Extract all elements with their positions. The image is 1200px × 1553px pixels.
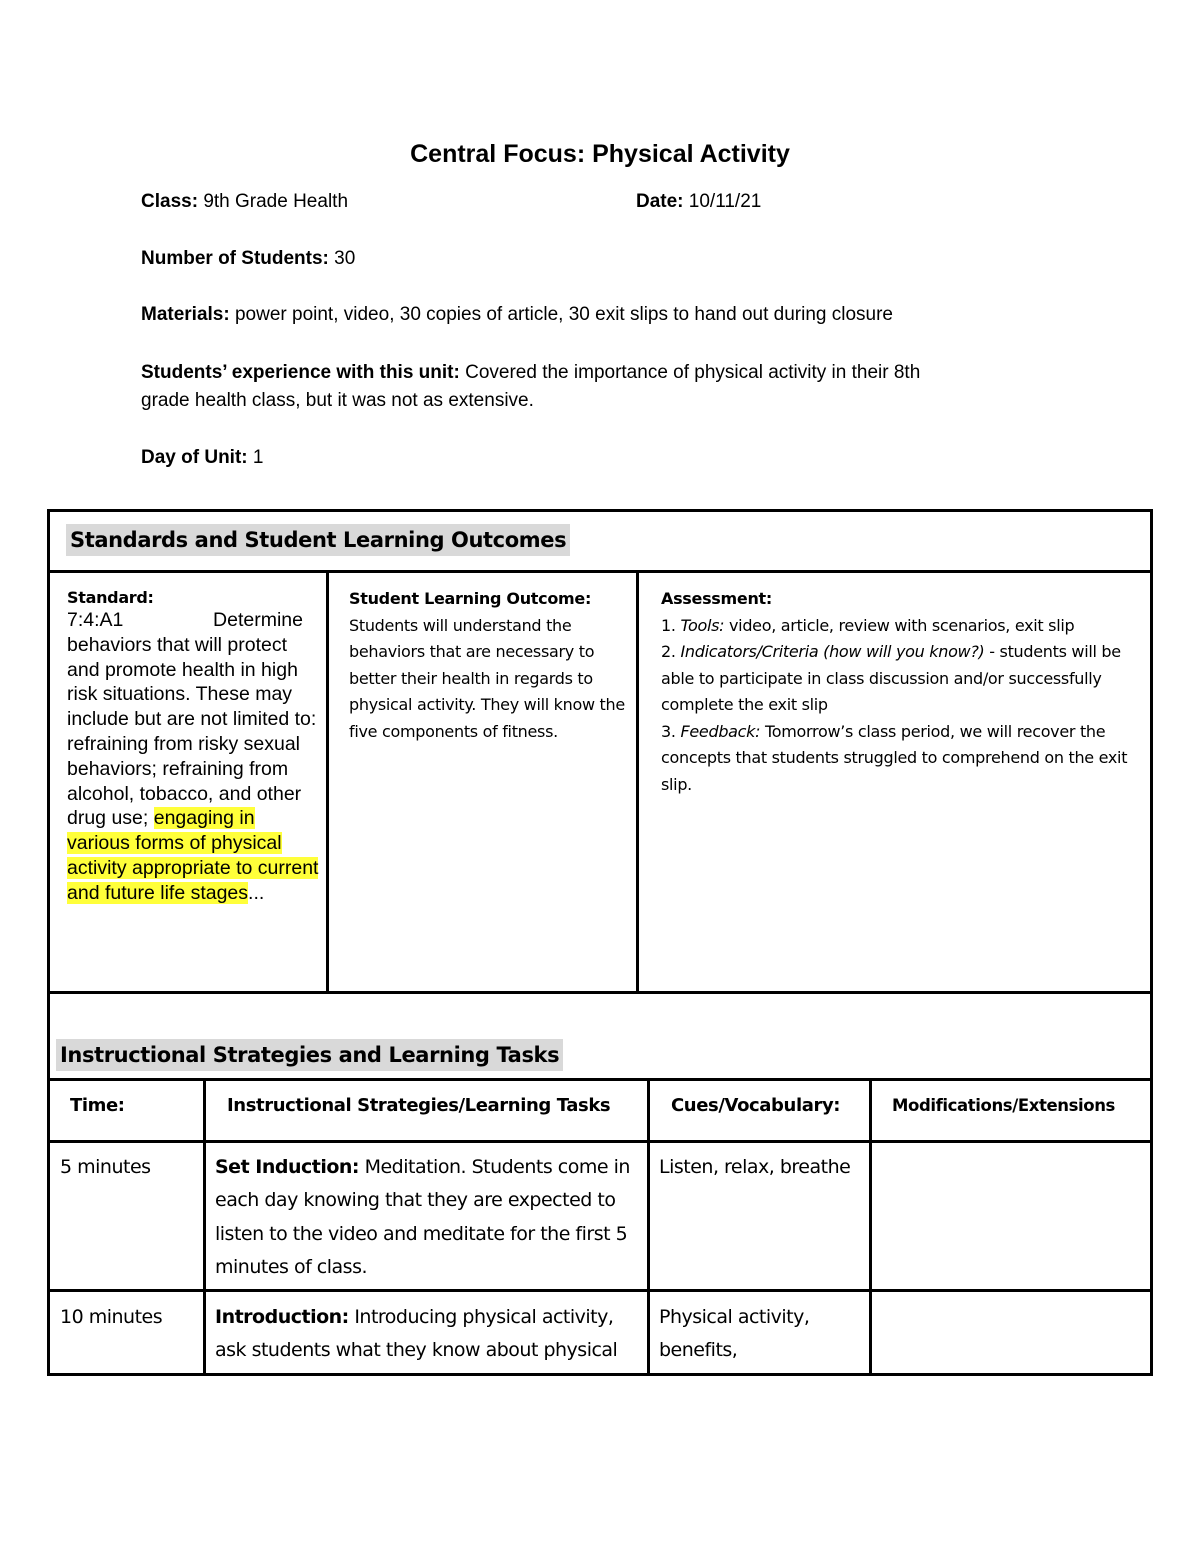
- row-time: 5 minutes: [60, 1156, 151, 1178]
- students-value: 30: [334, 248, 356, 269]
- day-line: [141, 444, 263, 472]
- row-cues: Listen, relax, breathe: [659, 1156, 851, 1178]
- standard-text-plain: behaviors that will protect and promote health in high risk situations. These may include but are not limited to: refraining from risky sexual behaviors; refraining from alcohol, tobacco, and other drug use;: [67, 633, 317, 830]
- divider: [47, 1140, 1153, 1143]
- standards-section-heading: Standards and Student Learning Outcomes: [66, 524, 570, 556]
- row-cues: Physical activity, benefits,: [659, 1306, 810, 1362]
- experience-value-line1: Covered the importance of physical activity in their 8th: [465, 362, 921, 383]
- divider: [869, 1078, 872, 1376]
- page-title: Central Focus: Physical Activity: [410, 140, 790, 168]
- students-line: [141, 245, 355, 273]
- outcome-cell: [349, 586, 629, 745]
- row-task: [215, 1151, 645, 1284]
- experience-line: [141, 359, 1041, 415]
- column-header-strategies: Instructional Strategies/Learning Tasks: [227, 1095, 611, 1116]
- materials-label: Materials:: [141, 304, 230, 325]
- column-header-time: Time:: [70, 1095, 125, 1116]
- divider: [636, 570, 639, 993]
- day-label: Day of Unit:: [141, 447, 248, 468]
- assessment-cell: [661, 586, 1131, 798]
- class-label: Class:: [141, 191, 199, 212]
- materials-line: [141, 301, 893, 329]
- divider: [203, 1078, 206, 1376]
- day-value: 1: [252, 447, 264, 468]
- standard-label: Standard:: [67, 588, 154, 607]
- divider: [47, 570, 1153, 573]
- assessment-feedback-label: Feedback:: [680, 721, 761, 741]
- assessment-item-tools-number: 1.: [661, 615, 676, 635]
- standard-text-end: ...: [248, 881, 265, 904]
- class-line: [141, 188, 348, 216]
- students-label: Number of Students:: [141, 248, 329, 269]
- divider: [47, 1289, 1153, 1292]
- standard-text: [67, 608, 319, 906]
- date-label: Date:: [636, 191, 684, 212]
- standard-text-line1: Determine: [213, 609, 303, 631]
- standard-code: 7:4:A1: [67, 609, 124, 631]
- assessment-tools-text: video, article, review with scenarios, exit slip: [729, 615, 1075, 635]
- column-header-cues: Cues/Vocabulary:: [671, 1095, 841, 1116]
- class-value: 9th Grade Health: [203, 191, 349, 212]
- divider: [647, 1078, 650, 1376]
- divider: [326, 570, 329, 993]
- row-task-label: Introduction:: [215, 1306, 349, 1328]
- divider: [47, 991, 1153, 994]
- assessment-indicators-label: Indicators/Criteria (how will you know?): [680, 642, 985, 661]
- assessment-item-feedback: [661, 719, 1131, 799]
- assessment-item-tools: [661, 613, 1131, 640]
- experience-value-line2: grade health class, but it was not as extensive.: [141, 390, 534, 411]
- instruction-section-heading: Instructional Strategies and Learning Tasks: [56, 1039, 563, 1071]
- row-task: [215, 1301, 645, 1368]
- date-value: 10/11/21: [688, 191, 762, 212]
- row-task-label: Set Induction:: [215, 1156, 360, 1178]
- divider: [47, 1078, 1153, 1081]
- assessment-item-feedback-number: 3.: [661, 721, 676, 741]
- date-line: [636, 188, 761, 216]
- standard-cell: [67, 588, 319, 906]
- column-header-modifications: Modifications/Extensions: [892, 1096, 1115, 1115]
- assessment-tools-label: Tools:: [680, 615, 725, 635]
- assessment-label: Assessment:: [661, 589, 772, 608]
- assessment-feedback-text: Tomorrow’s class period, we will recover the concepts that students struggled to comprehend on the exit slip.: [661, 721, 1128, 794]
- experience-label: Students’ experience with this unit:: [141, 362, 460, 383]
- outcome-text: Students will understand the behaviors that are necessary to better their health in regards to physical activity. They will know the five components of fitness.: [349, 615, 625, 741]
- materials-value: power point, video, 30 copies of article, 30 exit slips to hand out during closure: [234, 304, 893, 325]
- standard-text-highlight: engaging in various forms of physical activity appropriate to current and future life stages: [67, 807, 319, 904]
- row-task-text: Introducing physical activity, ask students what they know about physical: [215, 1306, 618, 1362]
- assessment-indicators-text: - students will be able to participate in class discussion and/or successfully complete the exit slip: [661, 642, 1121, 714]
- row-time: 10 minutes: [60, 1306, 163, 1328]
- assessment-item-indicators: [661, 639, 1131, 719]
- assessment-item-indicators-number: 2.: [661, 642, 676, 661]
- row-task-text: Meditation. Students come in each day knowing that they are expected to listen to the video and meditate for the first 5 minutes of class.: [215, 1156, 630, 1278]
- outcome-label: Student Learning Outcome:: [349, 589, 592, 608]
